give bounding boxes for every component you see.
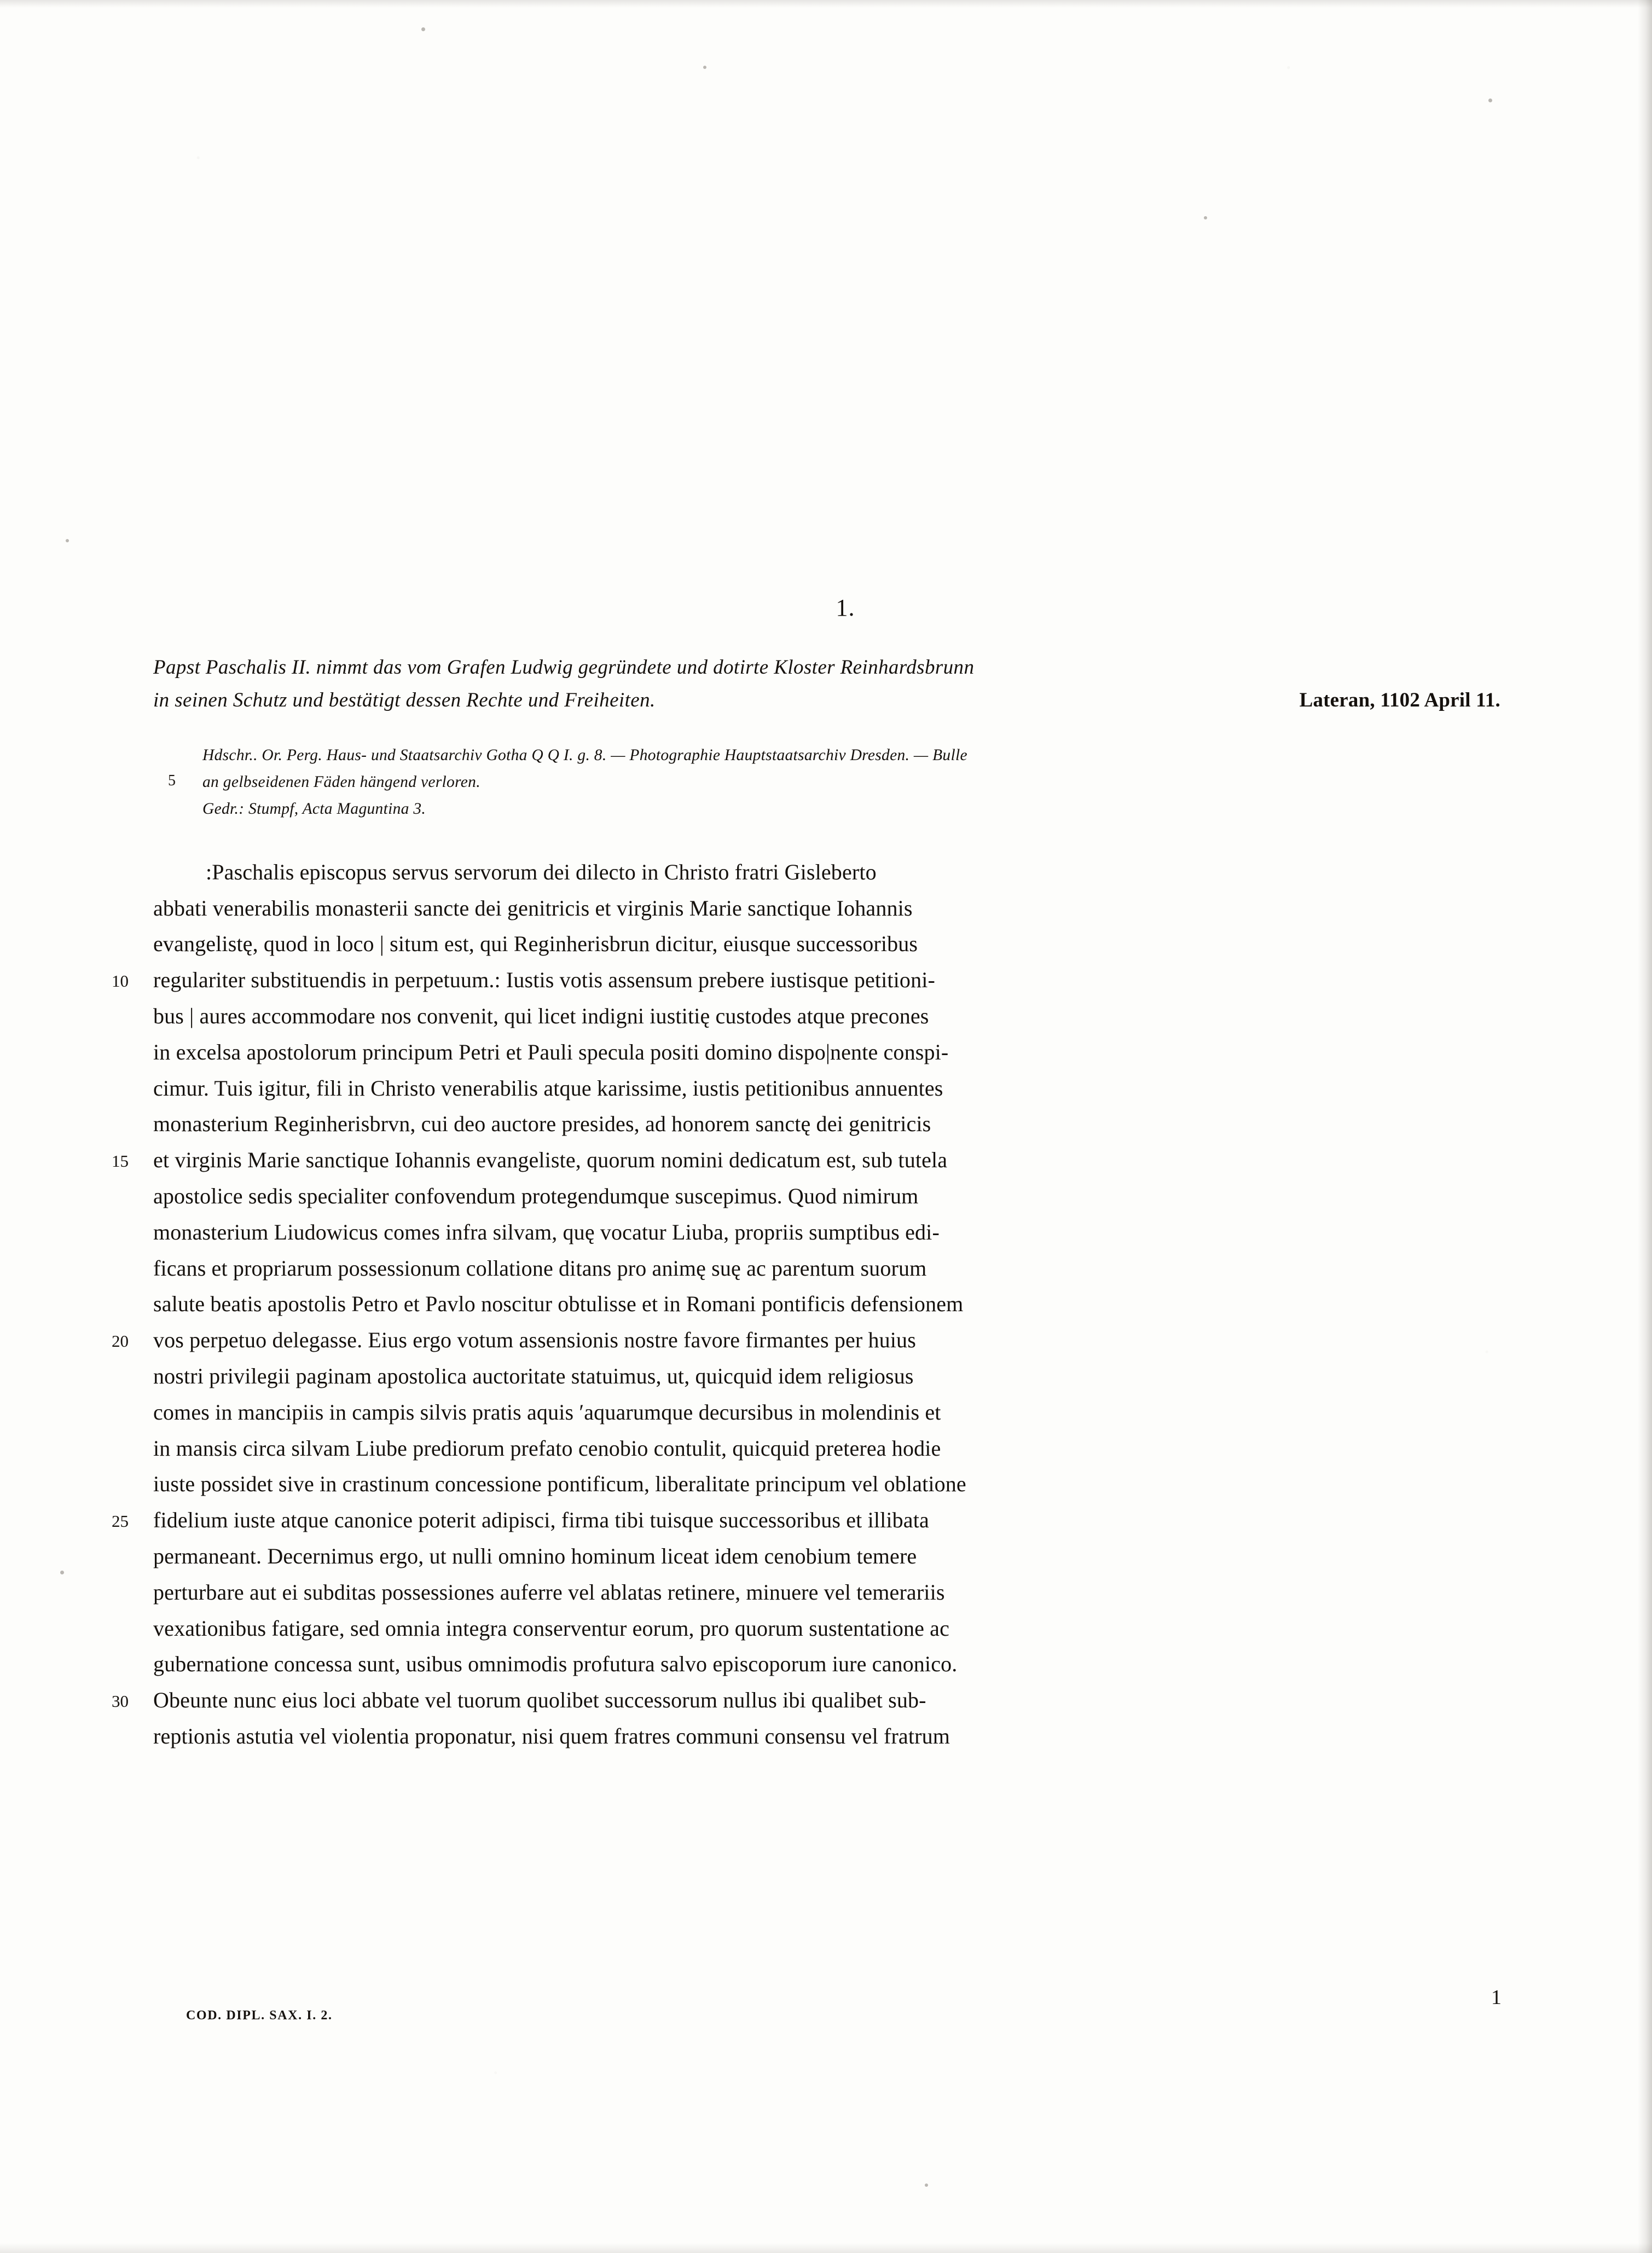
document-content — [112, 0, 1505, 1754]
text-line-content: fidelium iuste atque canonice poterit adipisci, firma tibi tuisque successoribus et illibata — [153, 1508, 929, 1533]
text-line-content: abbati venerabilis monasterii sancte dei genitricis et virginis Marie sanctique Iohannis — [153, 895, 913, 920]
text-line-content: :Paschalis episcopus servus servorum dei dilecto in Christo fratri Gisleberto — [206, 859, 877, 884]
text-line-content: ficans et propriarum possessionum collatione ditans pro animę suę ac parentum suorum — [153, 1255, 927, 1281]
text-line-content: monasterium Reginherisbrvn, cui deo auctore presides, ad honorem sanctę dei genitricis — [153, 1111, 931, 1137]
line-number: 15 — [112, 1151, 129, 1171]
text-line-content: vexationibus fatigare, sed omnia integra conserventur eorum, pro quorum sustentatione ac — [153, 1615, 949, 1641]
text-line-content: reptionis astutia vel violentia proponatur, nisi quem fratres communi consensu vel fratrum — [153, 1723, 950, 1748]
line-number-5: 5 — [168, 772, 176, 789]
text-line-content: comes in mancipiis in campis silvis pratis aquis ′aquarumque decursibus in molendinis et — [153, 1399, 941, 1424]
text-line — [153, 1250, 1505, 1287]
text-line — [112, 1682, 1505, 1718]
text-line — [153, 854, 1505, 890]
text-line — [153, 1214, 1505, 1250]
text-line — [153, 1611, 1505, 1647]
text-line-content: monasterium Liudowicus comes infra silvam, quę vocatur Liuba, propriis sumptibus edi- — [153, 1219, 940, 1244]
text-line — [153, 1538, 1505, 1574]
text-line — [153, 998, 1505, 1034]
regest-line-2: in seinen Schutz und bestätigt dessen Rechte und Freiheiten. — [153, 688, 656, 711]
text-line-content: Obeunte nunc eius loci abbate vel tuorum quolibet successorum nullus ibi qualibet sub- — [153, 1688, 926, 1713]
text-line — [153, 890, 1505, 926]
text-line-content: bus | aures accommodare nos convenit, qui licet indigni iustitię custodes atque precones — [153, 1003, 929, 1028]
text-line-content: regulariter substituendis in perpetuum.: Iustis votis assensum prebere iustisque petitioni- — [153, 968, 935, 993]
text-line — [153, 1070, 1505, 1107]
regest-place-date: Lateran, 1102 April 11. — [1299, 688, 1500, 711]
scan-edge-right — [1638, 0, 1652, 2253]
text-line — [112, 1322, 1505, 1358]
text-line — [112, 962, 1505, 998]
source-line-3: Gedr.: Stumpf, Acta Maguntina 3. — [202, 800, 426, 818]
text-line-content: vos perpetuo delegasse. Eius ergo votum assensionis nostre favore firmantes per huius — [153, 1328, 916, 1353]
line-number: 20 — [112, 1331, 129, 1351]
text-line-content: evangelistę, quod in loco | situm est, qui Reginherisbrun dicitur, eiusque successoribus — [153, 931, 918, 957]
regest-heading — [153, 651, 1505, 717]
text-line — [153, 1646, 1505, 1682]
text-line — [153, 1034, 1505, 1070]
regest-line-1: Papst Paschalis II. nimmt das vom Grafen Ludwig gegründete und dotirte Kloster Reinhardsbrunn — [153, 656, 975, 679]
text-line-content: in mansis circa silvam Liube prediorum prefato cenobio contulit, quicquid preterea hodie — [153, 1435, 941, 1461]
line-number: 10 — [112, 971, 129, 991]
regest-line-2-wrap — [153, 684, 1505, 717]
scan-speck — [66, 539, 69, 542]
source-note — [168, 742, 1505, 823]
text-line-content: permaneant. Decernimus ergo, ut nulli omnino hominum liceat idem cenobium temere — [153, 1543, 917, 1568]
text-line — [153, 1106, 1505, 1142]
line-number: 25 — [112, 1511, 129, 1531]
source-line-1: Hdschr.. Or. Perg. Haus- und Staatsarchiv Gotha Q Q I. g. 8. — Photographie Hauptstaatsarchiv Dresden. — Bulle — [202, 746, 967, 764]
text-line — [153, 1178, 1505, 1214]
source-line-2: an gelbseidenen Fäden hängend verloren. — [202, 773, 480, 791]
text-line-content: gubernatione concessa sunt, usibus omnimodis profutura salvo episcoporum iure canonico. — [153, 1652, 958, 1677]
text-line — [112, 1502, 1505, 1538]
text-line — [153, 1286, 1505, 1322]
text-line-content: apostolice sedis specialiter confovendum protegendumque suscepimus. Quod nimirum — [153, 1183, 919, 1208]
text-line-content: et virginis Marie sanctique Iohannis evangeliste, quorum nomini dedicatum est, sub tutela — [153, 1148, 948, 1173]
page-number: 1 — [1491, 1986, 1502, 2009]
charter-text — [112, 854, 1505, 1754]
scan-edge-bottom — [0, 2243, 1652, 2253]
text-line — [153, 926, 1505, 962]
text-line-content: cimur. Tuis igitur, fili in Christo venerabilis atque karissime, iustis petitionibus annuentes — [153, 1075, 943, 1101]
document-number: 1. — [836, 594, 855, 621]
text-line-content: nostri privilegii paginam apostolica auctoritate statuimus, ut, quicquid idem religiosus — [153, 1363, 914, 1388]
line-number: 30 — [112, 1692, 129, 1711]
text-line-content: salute beatis apostolis Petro et Pavlo noscitur obtulisse et in Romani pontificis defensionem — [153, 1291, 964, 1317]
text-line — [153, 1430, 1505, 1467]
text-line-content: perturbare aut ei subditas possessiones auferre vel ablatas retinere, minuere vel temerariis — [153, 1579, 945, 1605]
running-title: COD. DIPL. SAX. I. 2. — [186, 2008, 333, 2023]
text-line — [153, 1466, 1505, 1502]
text-line — [112, 1142, 1505, 1178]
scan-speck — [925, 2184, 928, 2187]
text-line-content: iuste possidet sive in crastinum concessione pontificum, liberalitate principum vel oblatione — [153, 1472, 966, 1497]
scan-speck — [60, 1571, 64, 1574]
text-line — [153, 1358, 1505, 1394]
text-line — [153, 1718, 1505, 1754]
text-line-content: in excelsa apostolorum principum Petri et Pauli specula positi domino dispo|nente conspi- — [153, 1039, 949, 1064]
text-line — [153, 1394, 1505, 1430]
text-line — [153, 1574, 1505, 1611]
